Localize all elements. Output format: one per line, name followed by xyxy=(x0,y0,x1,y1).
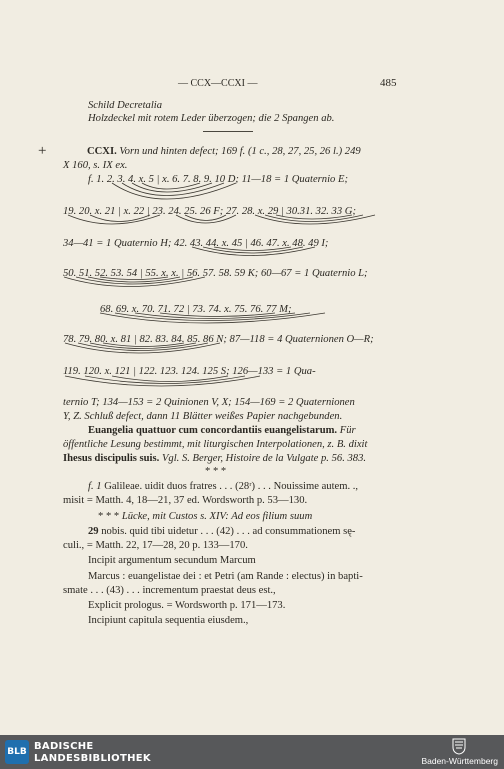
section-stars: * * * xyxy=(205,466,227,477)
text-reference-line xyxy=(63,453,366,464)
body-line-7: Marcus : euangelistae dei : et Petri (am Rande : electus) in bapti- xyxy=(88,571,363,582)
quire-line-7: 119. 120. x. 121 | 122. 123. 124. 125 S; 126—133 = 1 Qua- xyxy=(63,366,316,377)
quire-line-4: 50. 51. 52. 53. 54 | 55. x. x. | 56. 57. 58. 59 K; 60—67 = 1 Quaternio L; xyxy=(63,268,368,279)
page-number: 485 xyxy=(380,77,397,89)
prev-entry-binding: Holzdeckel mit rotem Leder überzogen; die 2 Spangen ab. xyxy=(88,113,335,124)
bibliography-reference: Vgl. S. Berger, Histoire de la Vulgate p. 56. 383. xyxy=(161,453,367,464)
quire-line-8: ternio T; 134—153 = 2 Quinionen V, X; 154—169 = 2 Quaternionen xyxy=(63,397,355,408)
body-line-1: f. 1 Galileae. uidit duos fratres . . . (28ʳ) . . . Nouissime autem. ., xyxy=(88,481,359,492)
library-name-line2: LANDESBIBLIOTHEK xyxy=(34,753,151,764)
text-description: öffentliche Lesung bestimmt, mit liturgischen Interpolationen, z. B. dixit xyxy=(63,439,368,450)
text-title-line xyxy=(88,425,356,436)
body-line-8: smate . . . (43) . . . incrementum praestat deus est., xyxy=(63,585,276,596)
text-title: Euangelia quattuor cum concordantiis euangelistarum. xyxy=(88,425,338,436)
body-line-9: Explicit prologus. = Wordsworth p. 171—173. xyxy=(88,600,286,611)
quire-line-6: 78. 79. 80. x. 81 | 82. 83. 84. 85. 86 N; 87—118 = 4 Quaternionen O—R; xyxy=(63,334,374,345)
library-name-line1: BADISCHE xyxy=(34,741,94,752)
text-title-note: Für xyxy=(339,425,356,436)
incipit-quote: Ihesus discipulis suis. xyxy=(63,453,160,464)
section-divider xyxy=(203,131,253,132)
footer-bar xyxy=(0,735,504,769)
entry-description: Vorn und hinten defect; 169 f. (1 c., 28, 27, 25, 26 l.) 249 xyxy=(119,146,361,157)
margin-plus-mark: + xyxy=(38,143,47,159)
body-line-5: culi., = Matth. 22, 17—28, 20 p. 133—170. xyxy=(63,540,248,551)
crest-icon xyxy=(452,738,466,755)
blb-logo[interactable]: BLB xyxy=(5,740,29,764)
body-line-2: misit = Matth. 4, 18—21, 37 ed. Wordsworth p. 53—130. xyxy=(63,495,308,506)
body-line-10: Incipiunt capitula sequentia eiusdem., xyxy=(88,615,249,626)
prev-entry-line: Schild Decretalia xyxy=(88,100,163,111)
body-line-4: 29 nobis. quid tibi uidetur . . . (42) . . . ad consummationem sę- xyxy=(88,526,356,537)
quire-line-2: 19. 20. x. 21 | x. 22 | 23. 24. 25. 26 F; 27. 28. x. 29 | 30.31. 32. 33 G; xyxy=(63,206,356,217)
body-line-6: Incipit argumentum secundum Marcum xyxy=(88,555,256,566)
quire-line-1: f. 1. 2. 3. 4. x. 5 | x. 6. 7. 8. 9. 10 D; 11—18 = 1 Quaternio E; xyxy=(88,174,348,185)
quire-line-3: 34—41 = 1 Quaternio H; 42. 43. 44. x. 45 | 46. 47. x. 48. 49 I; xyxy=(63,238,329,249)
quire-line-9: Y, Z. Schluß defect, dann 11 Blätter weißes Papier nachgebunden. xyxy=(63,411,343,422)
quire-line-5: 68. 69. x. 70. 71. 72 | 73. 74. x. 75. 76. 77 M; xyxy=(100,304,292,315)
entry-number: CCXI. xyxy=(87,146,117,157)
region-label: Baden-Württemberg xyxy=(421,756,498,766)
body-line-3: * * * Lücke, mit Custos s. XIV: Ad eos filium suum xyxy=(98,511,313,522)
entry-heading xyxy=(87,146,361,157)
running-head: — CCX—CCXI — xyxy=(178,78,258,89)
entry-description-cont: X 160, s. IX ex. xyxy=(63,160,128,171)
